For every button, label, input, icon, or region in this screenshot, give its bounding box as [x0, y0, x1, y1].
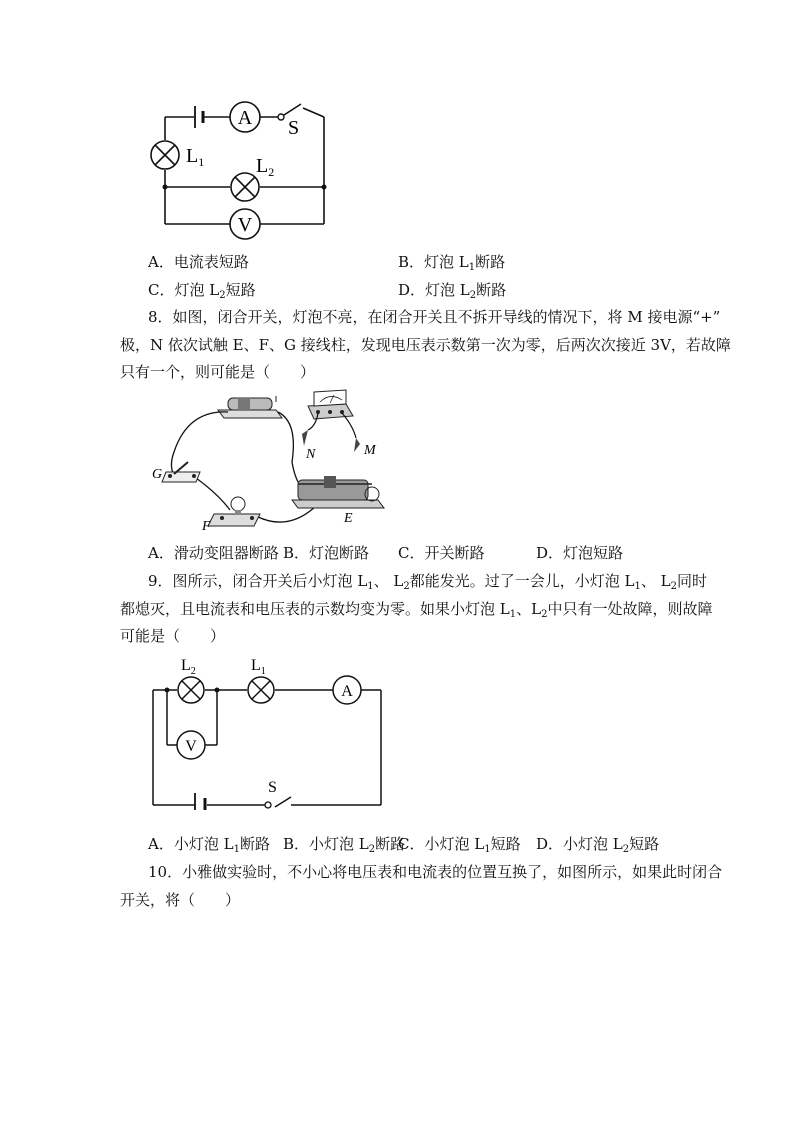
- q9-text: 都能发光。过了一会儿，小灯泡 L: [409, 572, 635, 590]
- q9-option-a-text-end: 断路: [239, 835, 270, 853]
- voltmeter-label: V: [237, 214, 253, 236]
- q7-option-c: [148, 281, 256, 299]
- subscript: 2: [368, 844, 376, 855]
- q7-option-d: [398, 281, 506, 299]
- q9-option-d-text-end: 短路: [629, 835, 660, 853]
- subscript: 1: [367, 581, 374, 592]
- switch-contact: [265, 802, 271, 808]
- junction-dot: [163, 185, 168, 190]
- voltmeter-label: V: [185, 738, 197, 755]
- probe-m-label: M: [364, 443, 376, 458]
- apparatus-figure-q8: [148, 382, 398, 538]
- voltmeter-device: [308, 390, 353, 419]
- switch-blade: [284, 104, 301, 115]
- lamp-l2-label: $L_2$: [256, 155, 275, 179]
- subscript: 1: [233, 844, 240, 855]
- q9-option-d-text: D．小灯泡 L: [536, 835, 623, 853]
- q7-option-b-text: B．灯泡 L: [398, 253, 469, 271]
- subscript: 1: [509, 609, 517, 620]
- q7-option-b: [398, 253, 505, 271]
- q8-option-a: A．滑动变阻器断路: [148, 544, 279, 562]
- q8-stem-line3: 只有一个，则可能是（ ）: [120, 363, 316, 381]
- junction-dot: [322, 185, 327, 190]
- q10-stem-line1: 10．小雅做实验时，不小心将电压表和电流表的位置互换了，如图所示，如果此时闭合: [148, 863, 723, 881]
- q8-option-d: D．灯泡短路: [536, 544, 624, 562]
- q7-option-b-text-end: 断路: [475, 253, 506, 271]
- lamp-l2-label: $L_2$: [181, 657, 196, 677]
- q9-option-c-text-end: 短路: [490, 835, 521, 853]
- terminal-f-label: F: [202, 519, 211, 534]
- subscript: 2: [622, 844, 630, 855]
- sliding-rheostat: [292, 476, 384, 508]
- q9-option-d: [536, 835, 659, 853]
- lamp-l1-label: $L_1$: [251, 657, 266, 677]
- q9-text: 都熄灭，且电流表和电压表的示数均变为零。如果小灯泡 L: [120, 600, 510, 618]
- battery-holder: [218, 396, 282, 418]
- q8-option-b: B．灯泡断路: [283, 544, 370, 562]
- switch-contact: [278, 114, 284, 120]
- q9-text: 9．图所示，闭合开关后小灯泡 L: [148, 572, 368, 590]
- subscript: 2: [670, 581, 677, 592]
- q7-option-d-text: D．灯泡 L: [398, 281, 470, 299]
- junction-dot: [165, 688, 170, 693]
- q7-option-c-text: C．灯泡 L: [148, 281, 220, 299]
- subscript: 2: [469, 290, 477, 301]
- lamp-l1-symbol: [248, 677, 274, 703]
- q9-option-c: [398, 835, 521, 853]
- subscript: 1: [468, 262, 476, 273]
- terminal-e-label: E: [344, 511, 353, 526]
- q10-stem-line2: 开关，将（ ）: [120, 891, 241, 909]
- junction-dot: [215, 688, 220, 693]
- q9-text: 、 L: [640, 572, 671, 590]
- switch-label: S: [288, 117, 300, 139]
- q9-text: 同时: [676, 572, 707, 590]
- q9-option-b-text: B．小灯泡 L: [283, 835, 369, 853]
- circuit-diagram-q7: [140, 92, 340, 242]
- lamp-l1-label: $L_1$: [186, 145, 205, 169]
- lamp-l1-symbol: [151, 141, 179, 169]
- lamp-l2-symbol: [178, 677, 204, 703]
- q9-option-b-text-end: 断路: [375, 835, 406, 853]
- subscript: 1: [484, 844, 491, 855]
- q8-option-c: C．开关断路: [398, 544, 485, 562]
- q9-option-a-text: A．小灯泡 L: [148, 835, 234, 853]
- ammeter-label: A: [237, 107, 253, 129]
- switch-label: S: [268, 779, 277, 796]
- knife-switch: [162, 462, 200, 482]
- q9-option-c-text: C．小灯泡 L: [398, 835, 485, 853]
- probe-n-clip: [302, 430, 308, 446]
- lamp-l2-symbol: [231, 173, 259, 201]
- q7-option-c-text-end: 短路: [225, 281, 256, 299]
- ammeter-label: A: [341, 683, 353, 700]
- q9-stem-line2: [120, 600, 712, 618]
- subscript: 2: [219, 290, 226, 301]
- q9-option-b: [283, 835, 405, 853]
- q9-option-a: [148, 835, 270, 853]
- q8-stem-line1: 8．如图，闭合开关，灯泡不亮，在闭合开关且不拆开导线的情况下，将 M 接电源“+”: [148, 308, 721, 326]
- terminal-g-label: G: [152, 467, 163, 482]
- q7-option-a: A．电流表短路: [148, 253, 249, 271]
- circuit-diagram-q9: [145, 650, 390, 810]
- lamp-on-stand: [208, 497, 260, 526]
- probe-m-clip: [354, 438, 360, 452]
- q9-stem-line1: [148, 572, 707, 590]
- subscript: 2: [403, 581, 410, 592]
- q9-text: 、L: [516, 600, 542, 618]
- q9-text: 、 L: [373, 572, 404, 590]
- q9-text: 中只有一处故障，则故障: [547, 600, 713, 618]
- q9-stem-line3: 可能是（ ）: [120, 627, 226, 645]
- subscript: 2: [541, 609, 548, 620]
- subscript: 1: [634, 581, 641, 592]
- probe-n-label: N: [306, 447, 316, 462]
- q7-option-d-text-end: 断路: [476, 281, 507, 299]
- q8-stem-line2: 极，N 依次试触 E、F、G 接线柱，发现电压表示数第一次为零，后两次次接近 3V，若故障: [120, 336, 731, 354]
